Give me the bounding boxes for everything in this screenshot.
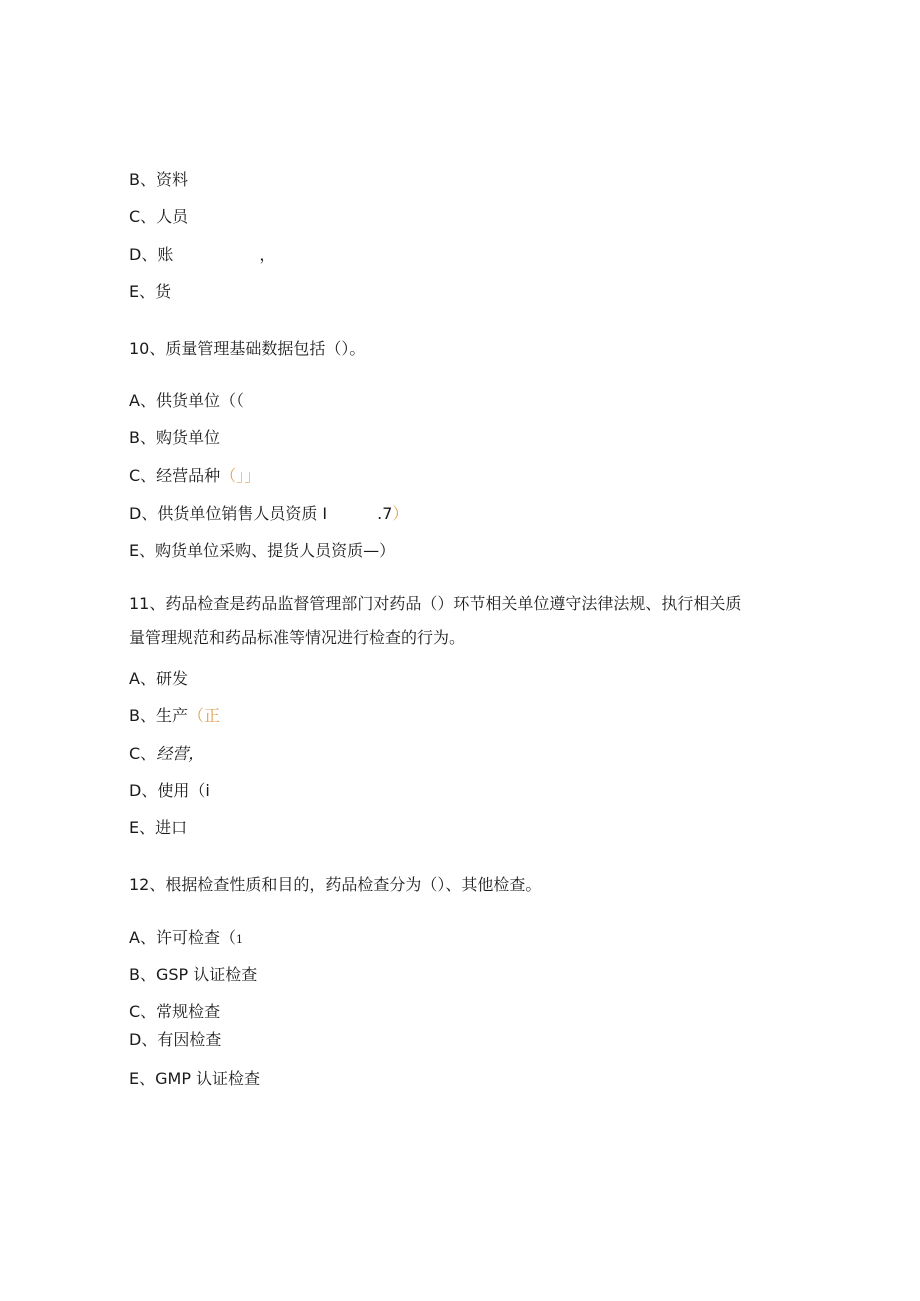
q10-option-d bbox=[129, 503, 408, 525]
q9-option-d-mark: ， bbox=[259, 245, 276, 264]
q9-option-b: B、资料 bbox=[129, 170, 188, 189]
q10-option-c bbox=[129, 465, 260, 487]
q12-option-a bbox=[129, 927, 243, 951]
q10-option-b: B、购货单位 bbox=[129, 428, 220, 447]
q11-option-b-text: B、生产 bbox=[129, 706, 188, 725]
q11-stem-line2: 量管理规范和药品标准等情况进行检查的行为。 bbox=[129, 628, 466, 647]
q12-option-a-text: A、许可检查（ bbox=[129, 928, 236, 947]
q10-option-d-mark: ） bbox=[392, 504, 409, 523]
q11-option-c-text: 经营， bbox=[156, 744, 205, 763]
q10-option-e: E、购货单位采购、提货人员资质—） bbox=[129, 541, 396, 560]
q10-stem: 10、质量管理基础数据包括（）。 bbox=[129, 339, 366, 358]
q11-stem-line1: 11、药品检查是药品监督管理部门对药品（）环节相关单位遵守法律法规、执行相关质 bbox=[129, 594, 742, 613]
q12-option-a-sub: 1 bbox=[235, 933, 243, 946]
q9-option-e: E、货 bbox=[129, 282, 172, 301]
q12-option-c: C、常规检查 bbox=[129, 1002, 221, 1021]
q11-option-e: E、进口 bbox=[129, 818, 188, 837]
q9-option-c: C、人员 bbox=[129, 207, 189, 226]
q10-option-c-mark: （」」 bbox=[220, 466, 261, 485]
q12-option-b: B、GSP 认证检查 bbox=[129, 965, 258, 984]
q12-stem: 12、根据检查性质和目的，药品检查分为（）、其他检查。 bbox=[129, 875, 542, 894]
q11-option-a: A、研发 bbox=[129, 669, 188, 688]
q10-option-d-extra: .7 bbox=[377, 504, 393, 523]
q11-option-b-mark: （正 bbox=[187, 706, 220, 725]
q10-option-c-text: C、经营品种 bbox=[129, 466, 221, 485]
q11-option-c-prefix: C、 bbox=[129, 744, 157, 763]
q11-option-d: D、使用（i bbox=[129, 781, 210, 800]
q11-option-b bbox=[129, 705, 220, 727]
q9-option-d bbox=[129, 244, 275, 266]
q9-option-d-text: D、账 bbox=[129, 245, 174, 264]
q10-option-a: A、供货单位（（ bbox=[129, 391, 244, 410]
q12-option-e: E、GMP 认证检查 bbox=[129, 1069, 261, 1088]
q11-option-c bbox=[129, 743, 204, 765]
q10-option-d-text: D、供货单位销售人员资质 I bbox=[129, 504, 328, 523]
q12-option-d: D、有因检查 bbox=[129, 1030, 222, 1049]
